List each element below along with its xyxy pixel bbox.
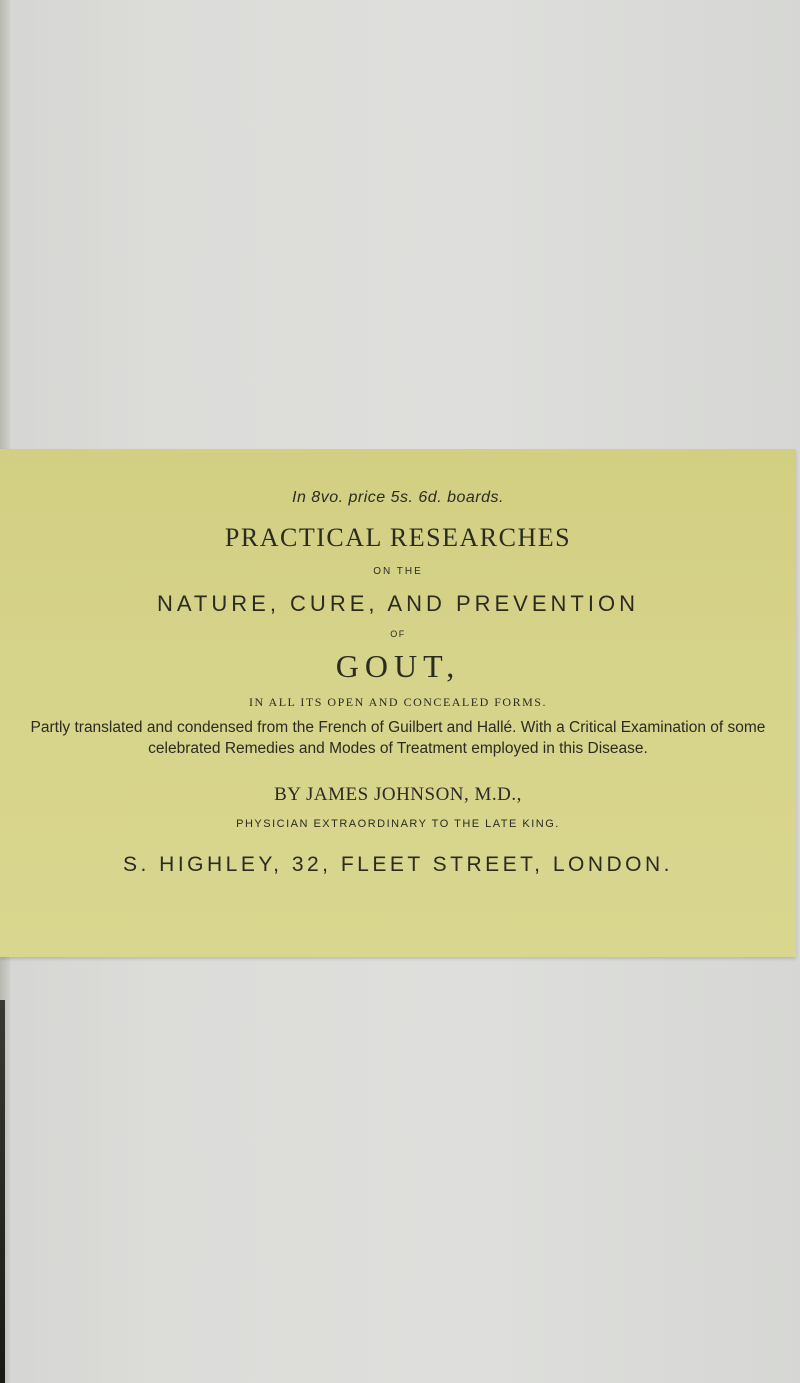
title-connector-on-the: ON THE (373, 566, 423, 577)
publisher-imprint: S. HIGHLEY, 32, FLEET STREET, LONDON. (122, 853, 674, 876)
edition-line: In 8vo. price 5s. 6d. boards. (292, 489, 504, 506)
author-name: BY JAMES JOHNSON, M.D., (274, 784, 522, 805)
title-connector-of: OF (390, 629, 406, 639)
book-description: Partly translated and condensed from the French of Guilbert and Hallé. With a Critical Examination of some celebrated Remedies and Modes of Treatment employed in this Disease. (30, 719, 766, 757)
author-title: PHYSICIAN EXTRAORDINARY TO THE LATE KING. (236, 818, 560, 830)
advertisement-slip (0, 449, 796, 957)
book-title: PRACTICAL RESEARCHES (224, 523, 572, 552)
book-subtitle: NATURE, CURE, AND PREVENTION (157, 591, 639, 616)
subject-forms: IN ALL ITS OPEN AND CONCEALED FORMS. (249, 695, 547, 709)
book-subject: GOUT, (335, 648, 461, 684)
binding-shadow (0, 1000, 5, 1383)
